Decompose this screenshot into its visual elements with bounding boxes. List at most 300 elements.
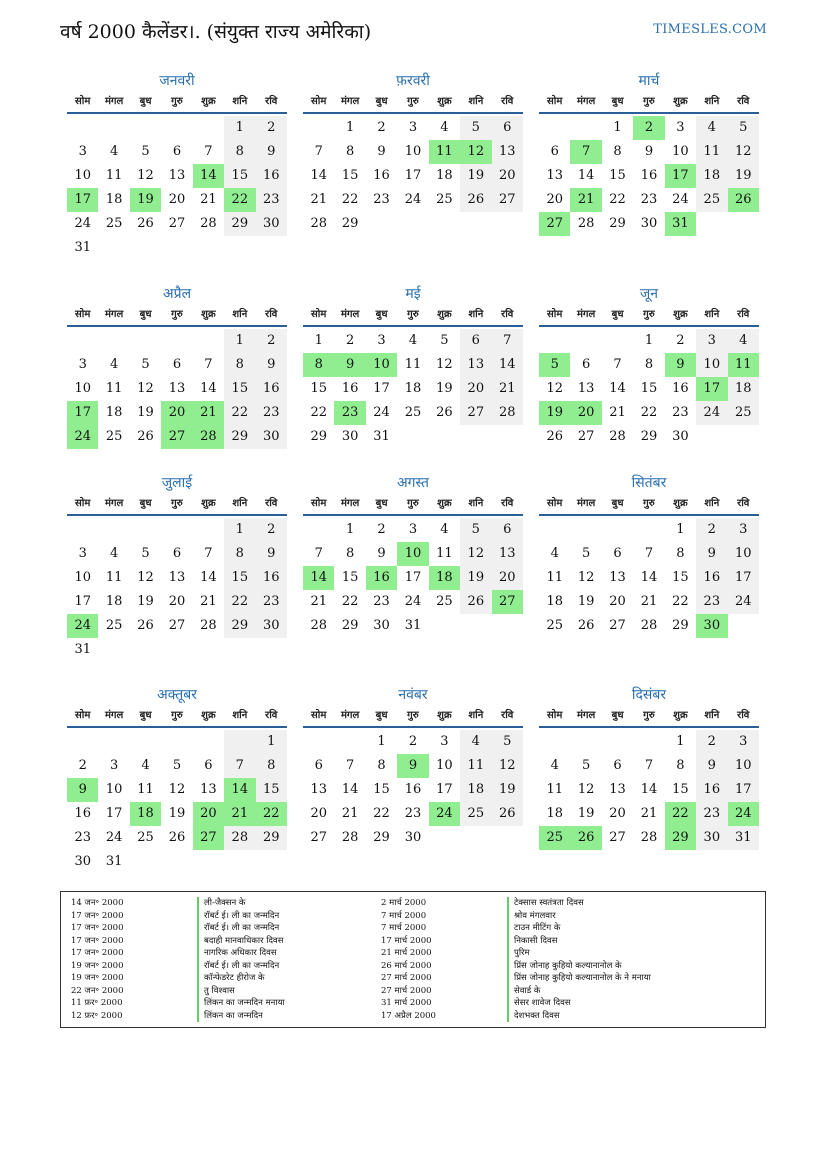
holiday-day-cell: 17: [665, 164, 696, 188]
day-cell: 30: [256, 212, 287, 236]
legend-holiday-name: सेवार्ड के: [507, 985, 651, 998]
weekday-label: बुध: [611, 710, 624, 721]
day-cell: 21: [492, 377, 523, 401]
holiday-day-cell: 17: [67, 188, 98, 212]
holiday-day-cell: 9: [334, 353, 365, 377]
weekday-label: शुक्र: [673, 710, 688, 721]
empty-cell: [602, 730, 633, 754]
month-block: [67, 472, 287, 662]
day-cell: 30: [341, 429, 359, 444]
day-cell: 29: [224, 212, 255, 236]
day-cell: 19: [460, 164, 491, 188]
holiday-day-cell: 2: [633, 116, 664, 140]
empty-cell: [334, 730, 365, 754]
day-cell: 17: [436, 782, 453, 797]
day-cell: 20: [609, 594, 626, 609]
empty-cell: [193, 116, 224, 140]
day-cell: 7: [345, 758, 355, 773]
legend-date: 17 जन॰ 2000: [71, 910, 124, 921]
day-cell: 1: [644, 333, 654, 348]
weekday-label: मंगल: [104, 309, 124, 320]
day-cell: 3: [377, 333, 386, 348]
day-cell: 10: [74, 570, 91, 585]
day-cell: 16: [696, 566, 727, 590]
day-cell: 1: [314, 333, 323, 348]
holiday-day-cell: 22: [256, 802, 287, 826]
legend-date: 7 मार्च 2000: [381, 910, 427, 921]
day-cell: 13: [168, 381, 186, 396]
day-grid: [303, 114, 523, 236]
month-block: [67, 283, 287, 449]
day-cell: 1: [256, 730, 287, 754]
holiday-day-cell: 29: [665, 826, 696, 850]
weekday-label: गुरु: [407, 309, 419, 320]
day-cell: 21: [200, 192, 217, 207]
weekday-label: बुध: [375, 710, 388, 721]
day-cell: 12: [460, 542, 491, 566]
weekday-header: [303, 706, 523, 728]
weekday-label: गुरु: [643, 498, 655, 509]
legend-date: 26 मार्च 2000: [381, 960, 432, 971]
day-cell: 7: [204, 144, 213, 159]
weekday-label: बुध: [139, 96, 152, 107]
legend-holiday-name: रॉबर्ट ई। ली का जन्मदिन: [197, 960, 285, 973]
day-cell: 6: [492, 518, 523, 542]
weekday-label: शनि: [468, 710, 484, 721]
weekday-label: मंगल: [576, 710, 596, 721]
day-cell: 25: [105, 429, 123, 444]
holiday-day-cell: 26: [728, 188, 759, 212]
month-name: मई: [405, 286, 421, 302]
day-cell: 23: [256, 401, 287, 425]
empty-cell: [633, 730, 664, 754]
weekday-label: मंगल: [340, 710, 360, 721]
legend-holiday-name: बदाही मानवाधिकार दिवस: [197, 935, 285, 948]
weekday-header: [303, 494, 523, 516]
empty-cell: [539, 730, 570, 754]
day-cell: 1: [377, 734, 386, 749]
day-cell: 14: [341, 782, 359, 797]
day-cell: 29: [341, 618, 359, 633]
legend-holiday-name: तु विश्वास: [197, 985, 285, 998]
day-cell: 6: [613, 758, 622, 773]
day-cell: 3: [78, 546, 87, 561]
day-cell: 9: [644, 144, 654, 159]
day-cell: 21: [640, 594, 658, 609]
month-block: [67, 684, 287, 874]
day-cell: 6: [581, 357, 591, 372]
day-grid: [539, 327, 759, 449]
weekday-label: शनि: [468, 498, 484, 509]
day-cell: 31: [728, 826, 759, 850]
day-cell: 15: [609, 168, 626, 183]
day-cell: 22: [640, 405, 658, 420]
month-block: [539, 684, 759, 850]
empty-cell: [130, 518, 161, 542]
day-cell: 11: [137, 782, 154, 797]
day-cell: 6: [172, 357, 182, 372]
day-cell: 15: [224, 377, 255, 401]
day-cell: 20: [310, 806, 327, 821]
weekday-label: रवि: [265, 96, 278, 107]
day-cell: 30: [256, 614, 287, 638]
day-cell: 26: [436, 405, 453, 420]
day-cell: 5: [440, 333, 449, 348]
day-cell: 18: [436, 168, 453, 183]
weekday-label: गुरु: [643, 710, 655, 721]
day-cell: 16: [373, 168, 390, 183]
day-cell: 30: [373, 618, 390, 633]
day-cell: 23: [672, 405, 689, 420]
day-cell: 26: [460, 188, 491, 212]
holiday-day-cell: 19: [539, 401, 570, 425]
day-cell: 18: [105, 594, 123, 609]
day-cell: 10: [74, 381, 91, 396]
weekday-label: शुक्र: [201, 309, 216, 320]
day-cell: 27: [609, 618, 626, 633]
day-cell: 3: [728, 730, 759, 754]
day-cell: 15: [341, 570, 359, 585]
day-cell: 19: [728, 164, 759, 188]
weekday-label: मंगल: [104, 710, 124, 721]
holiday-day-cell: 23: [334, 401, 365, 425]
day-cell: 31: [373, 429, 390, 444]
day-cell: 24: [696, 401, 727, 425]
day-cell: 25: [137, 830, 154, 845]
weekday-label: सोम: [547, 498, 563, 509]
empty-cell: [539, 518, 570, 542]
day-cell: 12: [492, 754, 523, 778]
day-cell: 29: [224, 614, 255, 638]
legend-date: 31 मार्च 2000: [381, 998, 432, 1008]
day-cell: 6: [204, 758, 213, 773]
holiday-day-cell: 27: [193, 826, 224, 850]
day-cell: 13: [168, 168, 186, 183]
holiday-day-cell: 28: [193, 425, 224, 449]
weekday-label: गुरु: [171, 710, 183, 721]
day-cell: 27: [310, 830, 327, 845]
day-cell: 29: [310, 429, 327, 444]
month-block: [303, 70, 523, 236]
empty-cell: [161, 329, 192, 353]
weekday-label: रवि: [265, 498, 278, 509]
day-cell: 16: [74, 806, 91, 821]
day-cell: 13: [492, 542, 523, 566]
weekday-label: बुध: [375, 498, 388, 509]
legend-date: 2 मार्च 2000: [381, 898, 427, 908]
holiday-day-cell: 27: [492, 590, 523, 614]
month-block: [303, 684, 523, 850]
weekday-label: रवि: [737, 710, 750, 721]
day-cell: 15: [341, 168, 359, 183]
weekday-header: [303, 92, 523, 114]
day-cell: 13: [200, 782, 217, 797]
day-cell: 2: [676, 333, 685, 348]
empty-cell: [539, 329, 570, 353]
day-cell: 20: [546, 192, 563, 207]
empty-cell: [303, 730, 334, 754]
month-name: दिसंबर: [631, 687, 667, 703]
day-cell: 12: [577, 570, 595, 585]
weekday-header: [67, 494, 287, 516]
legend-date: 21 मार्च 2000: [381, 948, 432, 958]
empty-cell: [67, 518, 98, 542]
weekday-label: रवि: [501, 96, 514, 107]
day-cell: 2: [696, 730, 727, 754]
day-cell: 30: [696, 826, 727, 850]
weekday-header: [539, 494, 759, 516]
weekday-label: शनि: [704, 498, 720, 509]
day-cell: 23: [404, 806, 422, 821]
weekday-header: [67, 92, 287, 114]
day-cell: 25: [546, 618, 563, 633]
empty-cell: [130, 329, 161, 353]
empty-cell: [303, 518, 334, 542]
month-name: अप्रैल: [162, 286, 192, 302]
day-cell: 2: [345, 333, 355, 348]
day-cell: 22: [224, 401, 255, 425]
day-cell: 12: [577, 782, 595, 797]
day-cell: 22: [310, 405, 327, 420]
weekday-header: [303, 305, 523, 327]
day-cell: 29: [640, 429, 658, 444]
day-cell: 18: [546, 806, 563, 821]
weekday-label: सोम: [547, 309, 563, 320]
day-cell: 13: [609, 782, 626, 797]
holiday-day-cell: 17: [67, 401, 98, 425]
day-cell: 10: [728, 754, 759, 778]
day-cell: 25: [460, 802, 491, 826]
day-cell: 3: [408, 120, 418, 135]
empty-cell: [130, 116, 161, 140]
day-cell: 22: [224, 590, 255, 614]
weekday-label: शुक्र: [437, 96, 452, 107]
holiday-day-cell: 22: [224, 188, 255, 212]
day-cell: 7: [644, 546, 654, 561]
legend-date: 17 मार्च 2000: [381, 935, 432, 946]
day-cell: 13: [609, 570, 626, 585]
weekday-label: शनि: [468, 309, 484, 320]
day-cell: 4: [550, 758, 559, 773]
weekday-label: मंगल: [104, 96, 124, 107]
holiday-day-cell: 24: [67, 425, 98, 449]
day-cell: 24: [728, 590, 759, 614]
holiday-day-cell: 31: [665, 212, 696, 236]
day-cell: 31: [74, 240, 91, 255]
empty-cell: [67, 329, 98, 353]
day-cell: 5: [492, 730, 523, 754]
weekday-label: शनि: [232, 710, 248, 721]
day-cell: 17: [373, 381, 390, 396]
legend-holiday-name: पुरिम: [507, 947, 651, 960]
legend-holiday-name: निकासी दिवस: [507, 935, 651, 948]
legend-holiday-name: रॉबर्ट ई। ली का जन्मदिन: [197, 922, 285, 935]
day-cell: 20: [492, 164, 523, 188]
day-cell: 30: [404, 830, 422, 845]
weekday-label: गुरु: [407, 96, 419, 107]
month-name: जून: [639, 286, 659, 302]
weekday-label: रवि: [737, 309, 750, 320]
day-cell: 4: [109, 357, 119, 372]
day-cell: 28: [640, 830, 658, 845]
day-cell: 3: [78, 357, 87, 372]
weekday-label: गुरु: [643, 309, 655, 320]
site-link[interactable]: TIMESLES.COM: [653, 22, 767, 37]
empty-cell: [161, 116, 192, 140]
weekday-label: सोम: [311, 498, 327, 509]
day-cell: 28: [200, 618, 217, 633]
day-cell: 2: [696, 518, 727, 542]
day-cell: 13: [168, 570, 186, 585]
day-cell: 25: [105, 216, 123, 231]
day-cell: 19: [137, 405, 154, 420]
day-cell: 11: [105, 168, 123, 183]
weekday-label: मंगल: [340, 309, 360, 320]
legend-date: 27 मार्च 2000: [381, 973, 432, 983]
day-cell: 15: [224, 566, 255, 590]
day-cell: 15: [672, 570, 689, 585]
day-cell: 28: [640, 618, 658, 633]
holiday-day-cell: 21: [224, 802, 255, 826]
day-cell: 9: [696, 542, 727, 566]
weekday-label: शुक्र: [437, 498, 452, 509]
day-cell: 23: [696, 590, 727, 614]
day-cell: 4: [696, 116, 727, 140]
day-cell: 19: [577, 594, 595, 609]
day-cell: 21: [310, 594, 327, 609]
day-cell: 2: [256, 329, 287, 353]
day-cell: 16: [672, 381, 689, 396]
day-cell: 12: [137, 381, 154, 396]
day-grid: [539, 728, 759, 850]
day-cell: 28: [577, 216, 595, 231]
day-cell: 1: [676, 734, 685, 749]
holiday-day-cell: 5: [539, 353, 570, 377]
weekday-label: शनि: [468, 96, 484, 107]
day-cell: 26: [460, 590, 491, 614]
empty-cell: [98, 518, 129, 542]
day-cell: 22: [341, 192, 359, 207]
day-cell: 3: [109, 758, 119, 773]
day-cell: 26: [577, 618, 595, 633]
day-cell: 2: [78, 758, 87, 773]
day-grid: [67, 327, 287, 449]
day-cell: 13: [492, 140, 523, 164]
day-cell: 28: [310, 216, 327, 231]
weekday-label: गुरु: [171, 309, 183, 320]
day-cell: 7: [204, 546, 213, 561]
day-cell: 23: [373, 192, 390, 207]
day-cell: 26: [137, 216, 154, 231]
holiday-day-cell: 8: [303, 353, 334, 377]
day-cell: 8: [377, 758, 386, 773]
weekday-label: सोम: [75, 710, 91, 721]
day-cell: 25: [436, 594, 453, 609]
day-cell: 13: [310, 782, 327, 797]
day-cell: 18: [105, 405, 123, 420]
day-cell: 21: [609, 405, 626, 420]
empty-cell: [161, 518, 192, 542]
day-cell: 23: [640, 192, 658, 207]
day-cell: 6: [314, 758, 323, 773]
day-cell: 7: [314, 546, 323, 561]
weekday-label: मंगल: [576, 96, 596, 107]
day-cell: 26: [492, 802, 523, 826]
legend-holiday-name: रॉबर्ट ई। ली का जन्मदिन: [197, 910, 285, 923]
day-cell: 3: [676, 120, 685, 135]
weekday-label: शुक्र: [437, 309, 452, 320]
weekday-header: [539, 92, 759, 114]
day-cell: 10: [672, 144, 689, 159]
empty-cell: [539, 116, 570, 140]
day-cell: 17: [728, 778, 759, 802]
weekday-label: गुरु: [407, 710, 419, 721]
day-cell: 19: [577, 806, 595, 821]
day-cell: 11: [105, 570, 123, 585]
day-cell: 10: [436, 758, 453, 773]
day-cell: 16: [640, 168, 658, 183]
legend-names-right: [507, 897, 651, 1022]
day-cell: 5: [728, 116, 759, 140]
weekday-label: शुक्र: [201, 710, 216, 721]
day-cell: 16: [256, 164, 287, 188]
day-cell: 26: [137, 618, 154, 633]
holiday-day-cell: 14: [193, 164, 224, 188]
day-cell: 5: [141, 546, 150, 561]
day-cell: 8: [224, 140, 255, 164]
weekday-label: सोम: [75, 96, 91, 107]
month-name: जनवरी: [159, 73, 195, 89]
weekday-label: सोम: [547, 710, 563, 721]
weekday-label: मंगल: [576, 498, 596, 509]
day-cell: 21: [341, 806, 359, 821]
holiday-day-cell: 17: [696, 377, 727, 401]
day-cell: 24: [373, 405, 390, 420]
holiday-day-cell: 30: [696, 614, 727, 638]
empty-cell: [570, 518, 601, 542]
legend-date: 19 जन॰ 2000: [71, 973, 124, 983]
day-cell: 11: [404, 357, 422, 372]
day-cell: 10: [105, 782, 123, 797]
day-cell: 23: [696, 802, 727, 826]
day-cell: 19: [168, 806, 186, 821]
day-grid: [539, 114, 759, 236]
holiday-day-cell: 27: [161, 425, 192, 449]
day-cell: 26: [168, 830, 186, 845]
day-cell: 7: [224, 754, 255, 778]
day-cell: 3: [440, 734, 449, 749]
day-cell: 23: [256, 188, 287, 212]
day-cell: 4: [460, 730, 491, 754]
day-cell: 28: [310, 618, 327, 633]
weekday-label: शनि: [232, 309, 248, 320]
weekday-label: गुरु: [171, 96, 183, 107]
day-cell: 23: [256, 590, 287, 614]
empty-cell: [67, 116, 98, 140]
month-block: [303, 472, 523, 638]
weekday-label: शनि: [232, 96, 248, 107]
day-cell: 14: [200, 570, 217, 585]
day-cell: 4: [408, 333, 418, 348]
day-cell: 24: [74, 216, 91, 231]
day-cell: 10: [728, 542, 759, 566]
day-cell: 12: [168, 782, 186, 797]
day-cell: 19: [460, 566, 491, 590]
holiday-day-cell: 14: [303, 566, 334, 590]
day-cell: 24: [672, 192, 689, 207]
weekday-label: गुरु: [407, 498, 419, 509]
legend-date: 14 जन॰ 2000: [71, 898, 124, 908]
